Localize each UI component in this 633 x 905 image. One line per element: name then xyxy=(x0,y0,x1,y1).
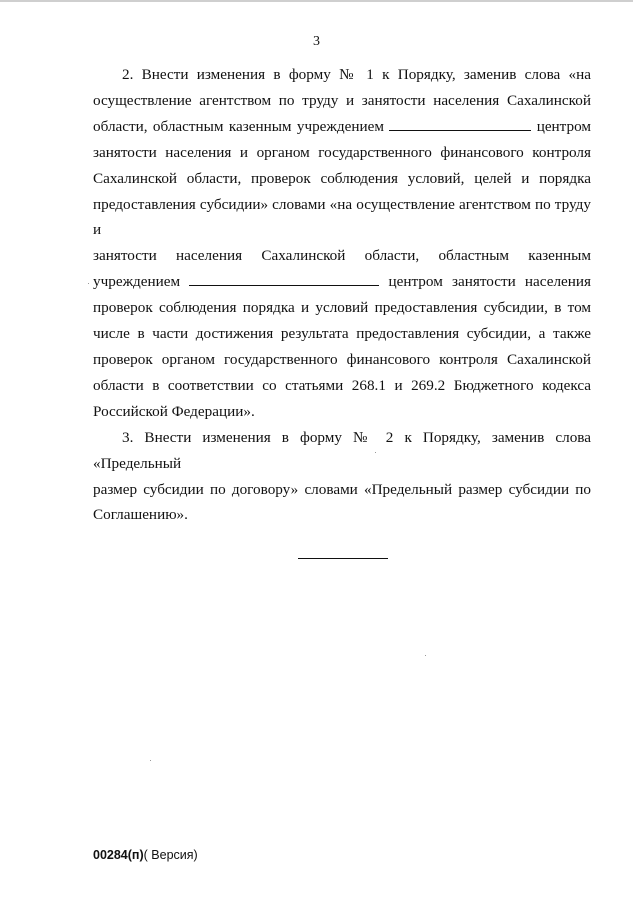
text-line: осуществление агентством по труду и занятости населения Сахалинской xyxy=(93,91,591,109)
scan-speck xyxy=(375,452,376,453)
text-line xyxy=(93,114,591,140)
paragraph-2 xyxy=(93,62,591,425)
text-fragment: центром xyxy=(536,117,592,135)
text-line: предоставления субсидии» словами «на осуществление агентством по труду и xyxy=(93,195,591,239)
scan-speck xyxy=(150,760,151,761)
end-divider xyxy=(298,558,388,559)
text-line: 3. Внести изменения в форму № 2 к Порядку, заменив слова «Предельный xyxy=(93,428,591,472)
blank-line xyxy=(189,272,379,286)
text-line xyxy=(93,269,591,295)
document-code: 00284(п) xyxy=(93,848,144,862)
document-body xyxy=(93,62,591,528)
scan-speck xyxy=(88,283,89,284)
text-line: Российской Федерации». xyxy=(93,402,255,420)
scan-speck xyxy=(425,655,426,656)
blank-line xyxy=(389,117,531,131)
text-line: Сахалинской области, проверок соблюдения условий, целей и порядка xyxy=(93,169,591,187)
document-version: ( Версия) xyxy=(143,848,198,862)
text-line: области в соответствии со статьями 268.1 и 269.2 Бюджетного кодекса xyxy=(93,376,591,394)
text-line: занятости населения и органом государственного финансового контроля xyxy=(93,143,591,161)
text-fragment: центром занятости населения xyxy=(388,273,592,291)
page-top-edge xyxy=(0,0,633,2)
text-line: Соглашению». xyxy=(93,506,188,524)
text-fragment: учреждением xyxy=(93,273,181,291)
text-line: числе в части достижения результата предоставления субсидии, а также xyxy=(93,325,591,343)
text-line: занятости населения Сахалинской области, областным казенным xyxy=(93,247,591,265)
text-line: размер субсидии по договору» словами «Предельный размер субсидии по xyxy=(93,480,591,498)
text-line: проверок соблюдения порядка и условий предоставления субсидии, в том xyxy=(93,299,591,317)
document-footer xyxy=(93,848,198,862)
paragraph-3 xyxy=(93,425,591,529)
text-line: 2. Внести изменения в форму № 1 к Порядку, заменив слова «на xyxy=(122,66,591,83)
page-number: 3 xyxy=(313,34,320,49)
text-fragment: области, областным казенным учреждением xyxy=(93,117,384,135)
text-line: проверок органом государственного финансового контроля Сахалинской xyxy=(93,350,591,368)
